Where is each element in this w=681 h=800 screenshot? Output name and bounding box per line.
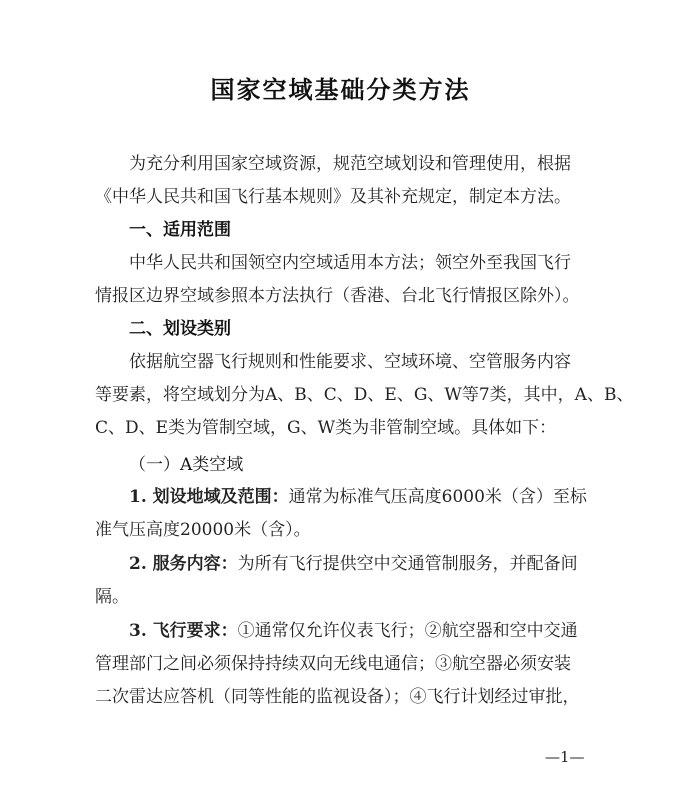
item-2-text-1: 为所有飞行提供空中交通管制服务，并配备间 <box>237 554 578 574</box>
item-2-text-2: 隔。 <box>95 587 129 607</box>
section-2 <box>95 313 634 445</box>
document-title: 国家空域基础分类方法 <box>210 75 471 104</box>
intro-line-2: 《中华人民共和国飞行基本规则》及其补充规定，制定本方法。 <box>95 187 571 207</box>
section-1 <box>95 214 615 313</box>
intro-paragraph <box>95 148 615 214</box>
subsection-a <box>95 449 615 482</box>
item-2-label: 2. 服务内容： <box>129 554 238 574</box>
item-1-text-2: 准气压高度20000米（含）。 <box>95 520 311 540</box>
subsection-a-heading: （一）A类空域 <box>129 455 244 475</box>
item-3-line-1 <box>95 615 615 648</box>
item-3-text-3: 二次雷达应答机（同等性能的监视设备）；④飞行计划经过审批， <box>95 687 580 707</box>
item-2-line-1 <box>95 548 615 581</box>
section-1-line-1: 中华人民共和国领空内空域适用本方法；领空外至我国飞行 <box>129 253 571 273</box>
section-1-line-2: 情报区边界空域参照本方法执行（香港、台北飞行情报区除外）。 <box>95 286 580 306</box>
item-3-label: 3. 飞行要求： <box>129 621 238 641</box>
intro-line-1: 为充分利用国家空域资源，规范空域划设和管理使用，根据 <box>129 154 571 174</box>
item-3-text-2: 管理部门之间必须保持持续双向无线电通信；③航空器必须安装 <box>95 654 571 674</box>
item-1-text-1: 通常为标准气压高度6000米（含）至标 <box>288 487 587 507</box>
item-3 <box>95 615 615 714</box>
item-1 <box>95 481 615 547</box>
section-1-heading: 一、适用范围 <box>129 220 231 240</box>
section-2-line-2: 等要素，将空域划分为A、B、C、D、E、G、W等7类，其中，A、B、 <box>95 385 634 405</box>
section-2-line-3: C、D、E类为管制空域，G、W类为非管制空域。具体如下： <box>95 418 557 438</box>
item-3-text-1: ①通常仅允许仪表飞行；②航空器和空中交通 <box>237 621 578 641</box>
section-2-heading: 二、划设类别 <box>129 319 231 339</box>
section-2-line-1: 依据航空器飞行规则和性能要求、空域环境、空管服务内容 <box>129 352 571 372</box>
item-2 <box>95 548 615 614</box>
item-1-line-1 <box>95 481 615 514</box>
page-number: —1— <box>545 748 585 766</box>
item-1-label: 1. 划设地域及范围： <box>129 487 289 507</box>
